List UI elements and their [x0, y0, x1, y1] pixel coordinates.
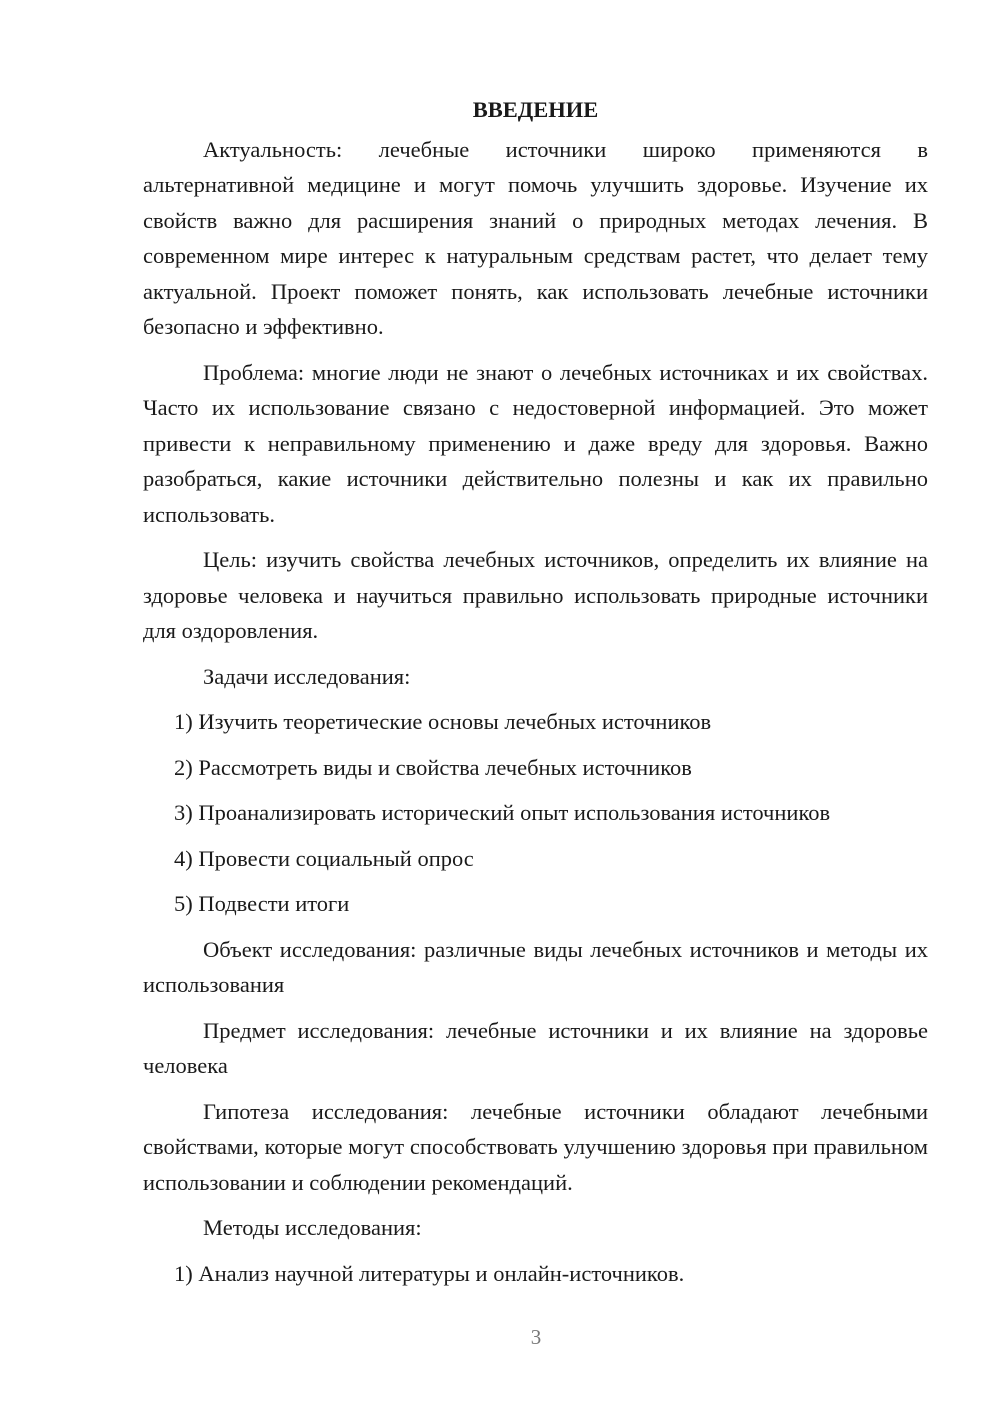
page-title: ВВЕДЕНИЕ	[472, 97, 599, 122]
methods-heading: Методы исследования:	[203, 1215, 422, 1240]
list-item: 5) Подвести итоги	[174, 891, 350, 916]
page-content	[143, 92, 928, 1301]
subject-paragraph: Предмет исследования: лечебные источники и их влияние на здоровье человека	[143, 1017, 928, 1078]
relevance-paragraph: Актуальность: лечебные источники широко применяются в альтернативной медицине и могут помочь улучшить здоровье. Изучение их свойств важно для расширения знаний о природных методах лечения. В современном мире интерес к натуральным средствам растет, что делает тему актуальной. Проект поможет понять, как использовать лечебные источники безопасно и эффективно.	[143, 136, 928, 339]
list-item: 3) Проанализировать исторический опыт использования источников	[174, 800, 831, 825]
list-item: 2) Рассмотреть виды и свойства лечебных источников	[174, 754, 692, 780]
page-number: 3	[530, 1325, 542, 1349]
tasks-list	[143, 704, 928, 922]
hypothesis-paragraph: Гипотеза исследования: лечебные источники обладают лечебными свойствами, которые могут способствовать улучшению здоровья при правильном использовании и соблюдении рекомендаций.	[143, 1098, 928, 1195]
methods-list	[143, 1256, 928, 1292]
goal-paragraph: Цель: изучить свойства лечебных источников, определить их влияние на здоровье человека и научиться правильно использовать природные источники для оздоровления.	[143, 547, 928, 643]
object-paragraph: Объект исследования: различные виды лечебных источников и методы их использования	[143, 936, 928, 997]
list-item: 1) Анализ научной литературы и онлайн-источников.	[174, 1260, 685, 1286]
tasks-heading: Задачи исследования:	[203, 663, 411, 689]
problem-paragraph: Проблема: многие люди не знают о лечебных источниках и их свойствах. Часто их использование связано с недостоверной информацией. Это может привести к неправильному применению и даже вреду для здоровья. Важно разобраться, какие источники действительно полезны и как их правильно использовать.	[143, 359, 928, 527]
list-item: 1) Изучить теоретические основы лечебных источников	[174, 709, 712, 734]
list-item: 4) Провести социальный опрос	[174, 845, 474, 871]
